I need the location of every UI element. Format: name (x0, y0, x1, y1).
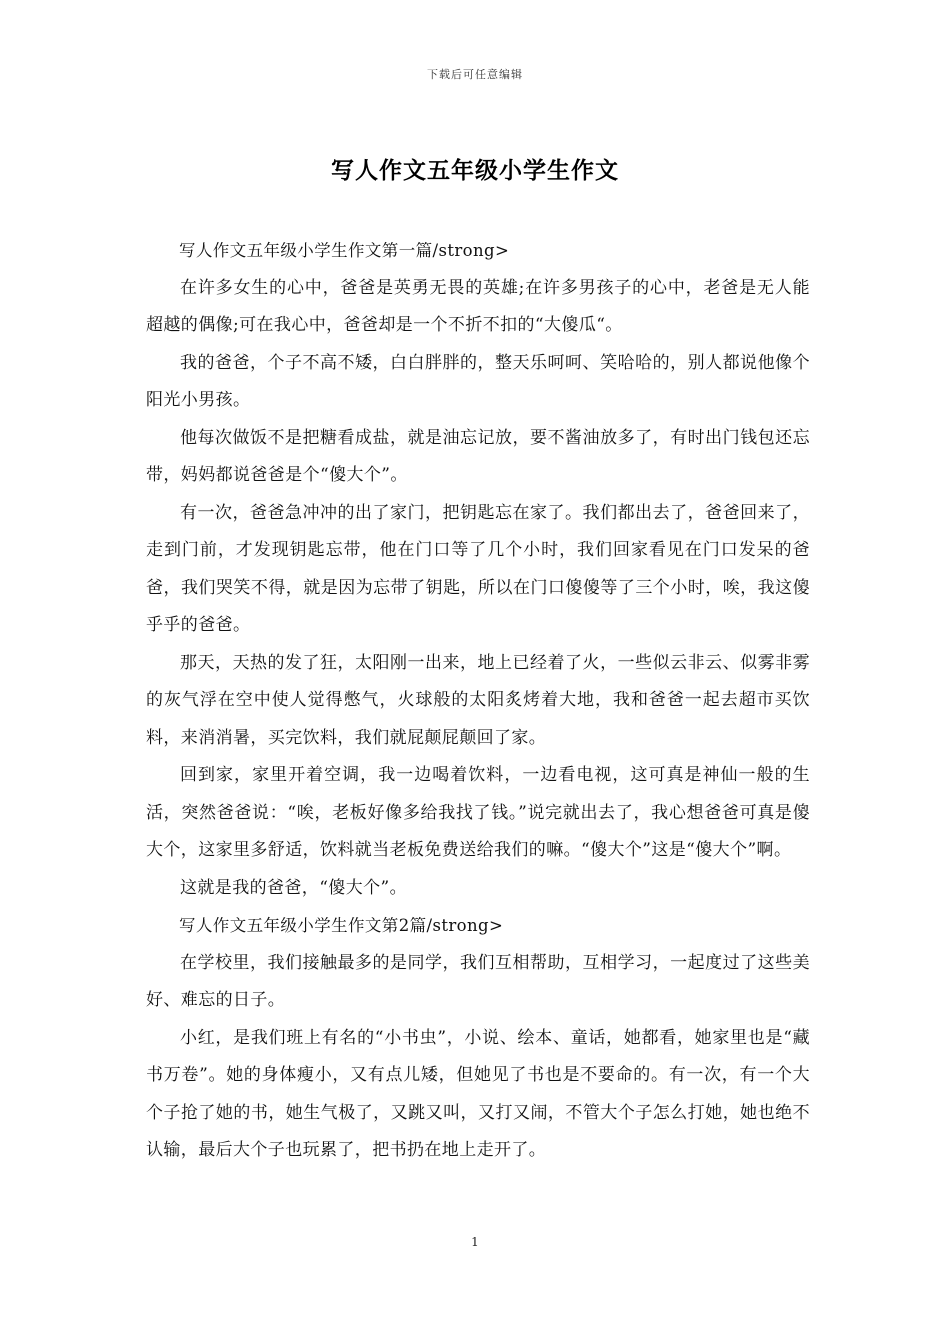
paragraph: 有一次，爸爸急冲冲的出了家门，把钥匙忘在家了。我们都出去了，爸爸回来了，走到门前，才发现钥匙忘带，他在门口等了几个小时，我们回家看见在门口发呆的爸爸，我们哭笑不得，就是因为忘带了钥匙，所以在门口傻傻等了三个小时，唉，我这傻乎乎的爸爸。 (146, 502, 810, 635)
section-heading-1: 写人作文五年级小学生作文第一篇/strong> (179, 241, 510, 260)
header-note: 下载后可任意编辑 (427, 68, 523, 81)
section-heading-2: 写人作文五年级小学生作文第2篇/strong> (179, 916, 504, 935)
paragraph: 回到家，家里开着空调，我一边喝着饮料，一边看电视，这可真是神仙一般的生活，突然爸爸说：“唉，老板好像多给我找了钱。”说完就出去了，我心想爸爸可真是傻大个，这家里多舒适，饮料就当老板免费送给我们的嘛。“傻大个”这是“傻大个”啊。 (146, 765, 810, 860)
paragraph: 我的爸爸，个子不高不矮，白白胖胖的，整天乐呵呵、笑哈哈的，别人都说他像个阳光小男孩。 (146, 352, 810, 410)
paragraph: 在学校里，我们接触最多的是同学，我们互相帮助，互相学习，一起度过了这些美好、难忘的日子。 (146, 952, 810, 1010)
document-body (146, 232, 810, 1170)
paragraph: 他每次做饭不是把糖看成盐，就是油忘记放，要不酱油放多了，有时出门钱包还忘带，妈妈都说爸爸是个“傻大个”。 (146, 427, 810, 485)
paragraph: 小红，是我们班上有名的“小书虫”，小说、绘本、童话，她都看，她家里也是“藏书万卷”。她的身体瘦小，又有点儿矮，但她见了书也是不要命的。有一次，有一个大个子抢了她的书，她生气极了，又跳又叫，又打又闹，不管大个子怎么打她，她也绝不认输，最后大个子也玩累了，把书扔在地上走开了。 (146, 1027, 810, 1160)
document-title: 写人作文五年级小学生作文 (331, 157, 619, 184)
page-number: 1 (471, 1235, 479, 1249)
paragraph: 这就是我的爸爸，“傻大个”。 (180, 877, 407, 898)
paragraph: 那天，天热的发了狂，太阳刚一出来，地上已经着了火，一些似云非云、似雾非雾的灰气浮在空中使人觉得憋气，火球般的太阳炙烤着大地，我和爸爸一起去超市买饮料，来消消暑，买完饮料，我们就屁颠屁颠回了家。 (146, 652, 810, 748)
paragraph: 在许多女生的心中，爸爸是英勇无畏的英雄;在许多男孩子的心中，老爸是无人能超越的偶像;可在我心中，爸爸却是一个不折不扣的“大傻瓜“。 (146, 277, 810, 335)
